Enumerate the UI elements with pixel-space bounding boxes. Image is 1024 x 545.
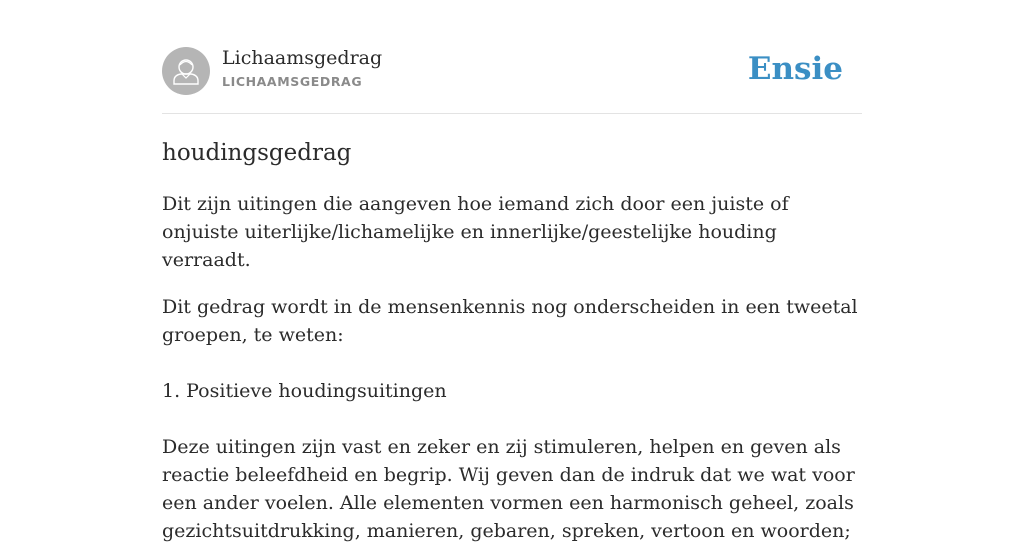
paragraph: Dit gedrag wordt in de mensenkennis nog onderscheiden in een tweetal groepen, te weten: <box>162 296 858 346</box>
article-body <box>162 190 862 545</box>
user-icon <box>162 47 210 95</box>
list-item: 1. Positieve houdingsuitingen <box>162 380 447 402</box>
page <box>162 0 862 542</box>
paragraph: Deze uitingen zijn vast en zeker en zij stimuleren, helpen en geven als reactie beleefdheid en begrip. Wij geven dan de indruk dat we wat voor een ander voelen. Alle elementen vormen een harmonisch geheel, zoals gezichtsuitdrukking, manieren, gebaren, spreken, vertoon en woorden; <box>162 436 855 542</box>
ensie-logo[interactable]: Ensie <box>747 51 843 87</box>
header <box>162 0 862 114</box>
author-subtitle[interactable]: LICHAAMSGEDRAG <box>222 74 363 89</box>
avatar[interactable] <box>162 47 210 95</box>
spacer <box>162 349 862 377</box>
page-title: houdingsgedrag <box>162 140 352 166</box>
paragraph: Dit zijn uitingen die aangeven hoe iemand zich door een juiste of onjuiste uiterlijke/lichamelijke en innerlijke/geestelijke houding verraadt. <box>162 193 789 271</box>
spacer <box>162 405 862 433</box>
author-name[interactable]: Lichaamsgedrag <box>222 47 383 69</box>
